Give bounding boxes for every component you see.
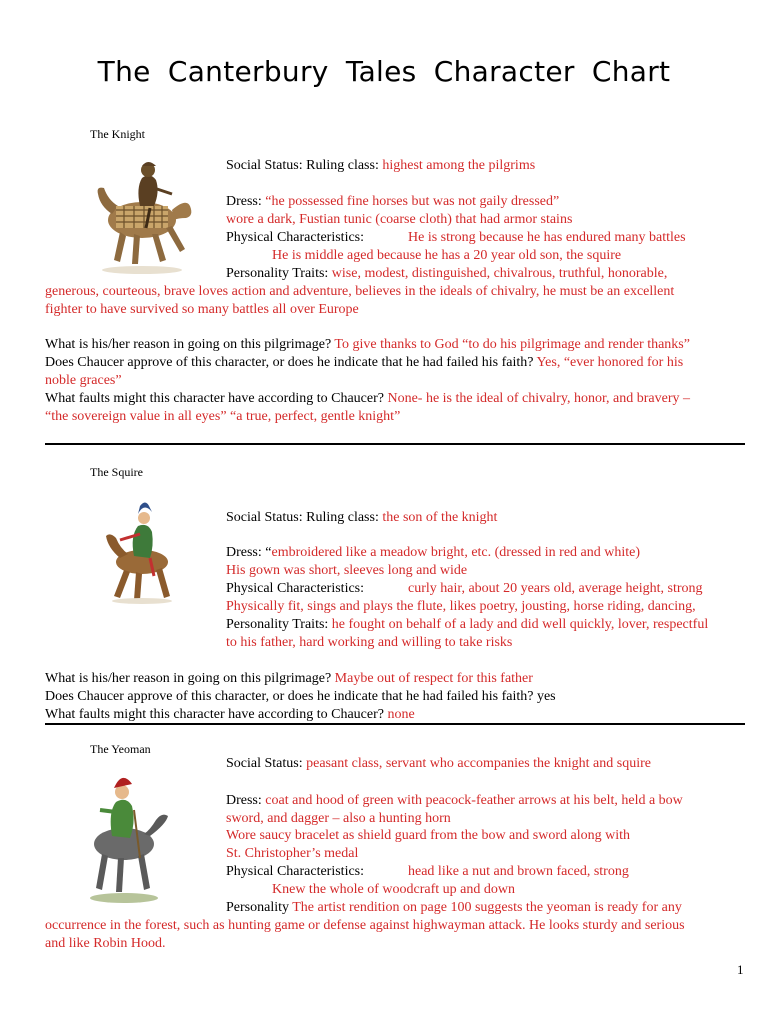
squire-dress-value-2: His gown was short, sleeves long and wide <box>226 563 468 578</box>
knight-approve-question: Does Chaucer approve of this character, or does he indicate that he had failed his faith? <box>45 355 537 370</box>
knight-personality-value: wise, modest, distinguished, chivalrous, truthful, honorable, <box>331 266 668 281</box>
yeoman-heading: The Yeoman <box>90 742 151 756</box>
knight-reason-answer: To give thanks to God “to do his pilgrimage and render thanks” <box>334 337 690 352</box>
knight-social-status <box>226 157 535 175</box>
squire-dress-label: Dress: “ <box>226 545 272 560</box>
yeoman-physical-label: Physical Characteristics: <box>226 864 365 879</box>
yeoman-dress <box>226 792 683 810</box>
squire-image <box>100 500 185 605</box>
yeoman-physical-value-2: Knew the whole of woodcraft up and down <box>272 882 515 897</box>
squire-reason-answer: Maybe out of respect for this father <box>334 671 533 686</box>
squire-social-label: Social Status: Ruling class: <box>226 510 383 525</box>
knight-heading: The Knight <box>90 127 145 141</box>
yeoman-dress-value-2: sword, and dagger – also a hunting horn <box>226 811 451 826</box>
knight-dress <box>226 193 559 211</box>
yeoman-personality-value: The artist rendition on page 100 suggests the yeoman is ready for any <box>292 900 682 915</box>
yeoman-dress-value-4: St. Christopher’s medal <box>226 846 359 861</box>
yeoman-personality-label: Personality <box>226 900 293 915</box>
squire-physical-value: curly hair, about 20 years old, average height, strong <box>408 581 703 596</box>
squire-dress-value: embroidered like a meadow bright, etc. (dressed in red and white) <box>271 545 641 560</box>
page-title: The Canterbury Tales Character Chart <box>97 55 671 88</box>
knight-physical-label: Physical Characteristics: <box>226 230 365 245</box>
squire-reason <box>45 670 533 688</box>
knight-approve <box>45 354 683 372</box>
squire-approve: Does Chaucer approve of this character, or does he indicate that he had failed his faith? yes <box>45 689 556 704</box>
knight-image <box>90 148 200 278</box>
knight-dress-label: Dress: <box>226 194 266 209</box>
yeoman-personality-value-3: and like Robin Hood. <box>45 936 166 951</box>
knight-social-value: highest among the pilgrims <box>382 158 536 173</box>
yeoman-physical-value: head like a nut and brown faced, strong <box>408 864 629 879</box>
knight-reason <box>45 336 690 354</box>
squire-faults-question: What faults might this character have according to Chaucer? <box>45 707 388 722</box>
yeoman-dress-value: coat and hood of green with peacock-feather arrows at his belt, held a bow <box>265 793 683 808</box>
knight-faults <box>45 390 690 408</box>
knight-faults-answer-2: “the sovereign value in all eyes” “a true, perfect, gentle knight” <box>45 409 401 424</box>
knight-personality <box>226 265 667 283</box>
knight-approve-answer: Yes, “ever honored for his <box>536 355 684 370</box>
knight-personality-label: Personality Traits: <box>226 266 332 281</box>
knight-reason-question: What is his/her reason in going on this pilgrimage? <box>45 337 335 352</box>
knight-faults-answer: None- he is the ideal of chivalry, honor, and bravery – <box>387 391 691 406</box>
section-divider <box>45 723 745 725</box>
knight-faults-question: What faults might this character have according to Chaucer? <box>45 391 388 406</box>
yeoman-personality-value-2: occurrence in the forest, such as hunting game or defense against highwayman attack. He looks sturdy and serious <box>45 918 685 933</box>
squire-dress <box>226 544 640 562</box>
squire-personality-value-2: to his father, hard working and willing to take risks <box>226 635 513 650</box>
knight-social-label: Social Status: Ruling class: <box>226 158 383 173</box>
squire-personality-value: he fought on behalf of a lady and did well quickly, lover, respectful <box>331 617 709 632</box>
page-number: 1 <box>737 962 744 977</box>
yeoman-dress-value-3: Wore saucy bracelet as shield guard from the bow and sword along with <box>226 828 630 843</box>
section-divider <box>45 443 745 445</box>
squire-social-value: the son of the knight <box>382 510 498 525</box>
yeoman-personality <box>226 899 682 917</box>
squire-physical-value-2: Physically fit, sings and plays the flute, likes poetry, jousting, horse riding, dancing, <box>226 599 696 614</box>
squire-physical-label: Physical Characteristics: <box>226 581 365 596</box>
squire-personality-label: Personality Traits: <box>226 617 332 632</box>
squire-personality <box>226 616 708 634</box>
knight-dress-value: “he possessed fine horses but was not gaily dressed” <box>265 194 560 209</box>
yeoman-social-label: Social Status: <box>226 756 307 771</box>
knight-dress-value-2: wore a dark, Fustian tunic (coarse cloth) that had armor stains <box>226 212 573 227</box>
knight-personality-value-2: generous, courteous, brave loves action and adventure, believes in the ideals of chivalry, he must be an excellent <box>45 284 675 299</box>
squire-faults-answer: none <box>387 707 415 722</box>
yeoman-dress-label: Dress: <box>226 793 266 808</box>
squire-reason-question: What is his/her reason in going on this pilgrimage? <box>45 671 335 686</box>
yeoman-social-status <box>226 755 651 773</box>
yeoman-social-value: peasant class, servant who accompanies the knight and squire <box>306 756 651 771</box>
knight-personality-value-3: fighter to have survived so many battles all over Europe <box>45 302 359 317</box>
knight-physical-value-2: He is middle aged because he has a 20 year old son, the squire <box>272 248 622 263</box>
knight-physical-value: He is strong because he has endured many battles <box>408 230 686 245</box>
knight-approve-answer-2: noble graces” <box>45 373 122 388</box>
yeoman-image <box>78 762 173 904</box>
squire-heading: The Squire <box>90 465 143 479</box>
squire-social-status <box>226 509 497 527</box>
squire-faults <box>45 706 415 724</box>
